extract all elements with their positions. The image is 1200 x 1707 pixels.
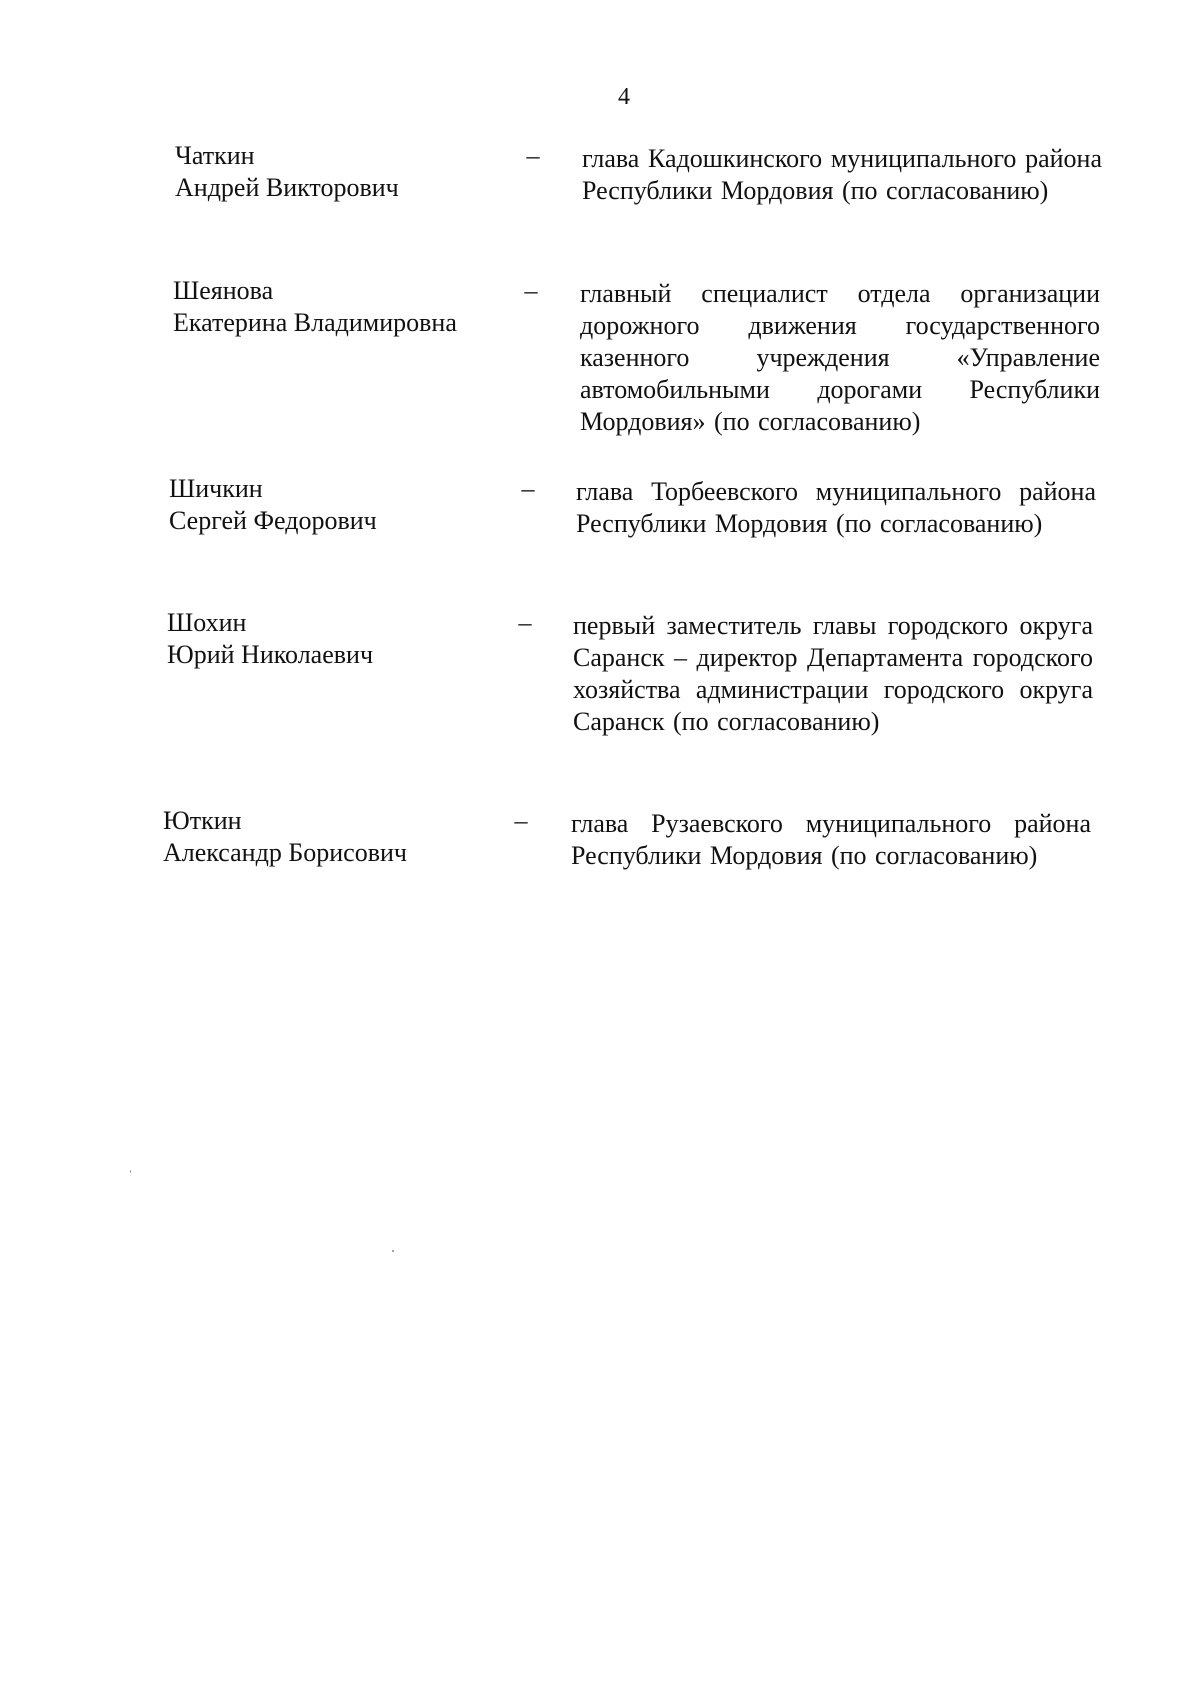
member-role: главный специалист отдела организации дорожного движения государственного казенного учреждения «Управление автомобильными дорогами Республики Мордовия» (по согласованию) xyxy=(580,279,1100,436)
member-role: глава Рузаевского муниципального района Республики Мордовия (по согласованию) xyxy=(571,809,1091,870)
member-role: глава Торбеевского муниципального района Республики Мордовия (по согласованию) xyxy=(576,477,1096,538)
member-surname: Шеянова xyxy=(173,276,274,305)
member-surname: Юткин xyxy=(163,806,242,835)
member-name xyxy=(167,607,497,671)
member-given-names: Александр Борисович xyxy=(163,838,407,867)
member-name xyxy=(173,275,503,339)
separator-dash: – xyxy=(518,608,532,637)
member-surname: Шичкин xyxy=(169,474,263,503)
member-given-names: Андрей Викторович xyxy=(175,173,399,202)
member-given-names: Сергей Федорович xyxy=(169,506,377,535)
member-surname: Чаткин xyxy=(175,141,255,170)
member-name xyxy=(163,805,493,869)
member-name xyxy=(175,140,505,204)
member-given-names: Екатерина Владимировна xyxy=(173,308,457,337)
member-role: первый заместитель главы городского округа Саранск – директор Департамента городского хозяйства администрации городского округа Саранск (по согласованию) xyxy=(573,611,1093,736)
page-number: 4 xyxy=(618,84,630,110)
separator-dash: – xyxy=(526,141,540,170)
member-role: глава Кадошкинского муниципального района Республики Мордовия (по согласованию) xyxy=(582,144,1102,205)
separator-dash: – xyxy=(521,474,535,503)
scan-speck xyxy=(392,1250,394,1252)
separator-dash: – xyxy=(514,806,528,835)
scan-speck xyxy=(130,1170,131,1173)
member-name xyxy=(169,473,499,537)
member-surname: Шохин xyxy=(167,608,247,637)
separator-dash: – xyxy=(524,276,538,305)
member-given-names: Юрий Николаевич xyxy=(167,640,374,669)
